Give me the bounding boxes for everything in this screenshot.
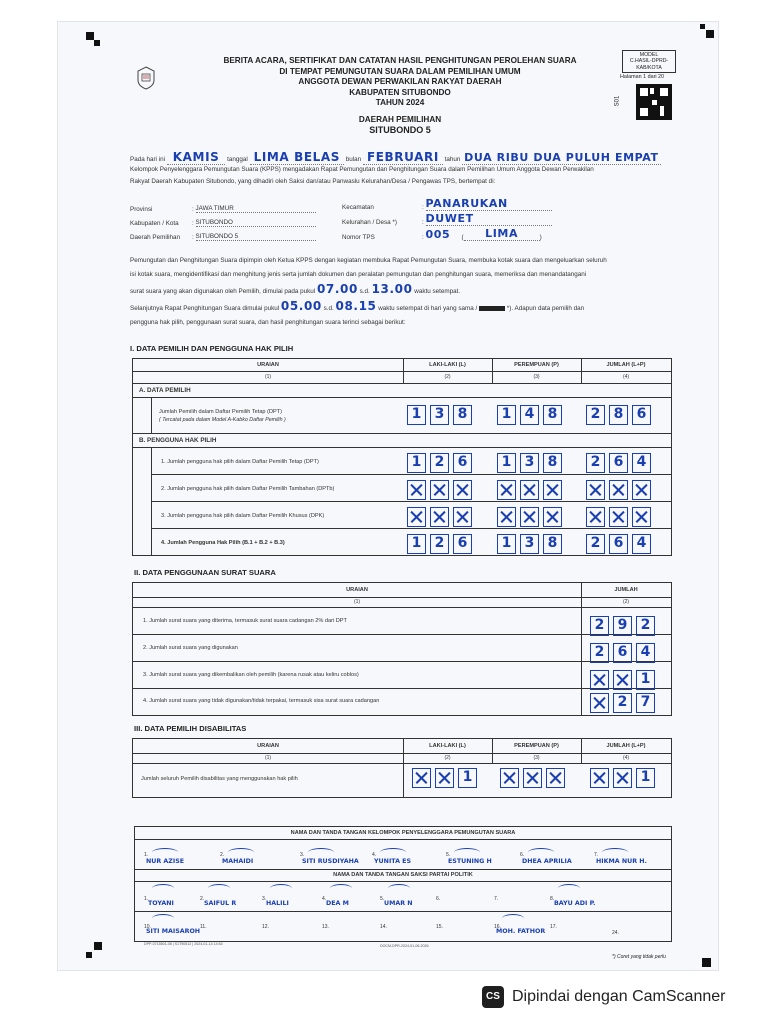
signature-scribble	[454, 848, 480, 857]
dpt-jumlah-digit-box: 8	[609, 405, 628, 425]
section-1-title: I. DATA PEMILIH DAN PENGGUNA HAK PILIH	[130, 344, 294, 353]
ss3-digit-box	[590, 670, 609, 690]
dis-jumlah-digit-box: 1	[636, 768, 655, 788]
saksi-number: 7.	[494, 896, 499, 902]
kpps-number: 1.	[144, 852, 149, 858]
kpps-title: NAMA DAN TANDA TANGAN KELOMPOK PENYELENGGARA PEMUNGUTAN SUARA	[290, 830, 516, 836]
saksi-number: 5.	[380, 896, 385, 902]
field-jam-selesai: 13.00	[371, 282, 413, 296]
dis-perempuan-digit-box	[523, 768, 542, 788]
saksi-number: 16.	[494, 924, 501, 930]
kpps-number: 7.	[594, 852, 599, 858]
model-badge	[622, 50, 676, 73]
saksi-title: NAMA DAN TANDA TANGAN SAKSI PARTAI POLITIK	[333, 872, 473, 878]
label-provinsi: Provinsi	[130, 206, 153, 213]
camscanner-watermark	[482, 986, 725, 1008]
col-number: (1)	[264, 755, 272, 761]
col-header-perempuan: PEREMPUAN (P)	[514, 362, 559, 368]
signature-scribble	[528, 848, 554, 857]
qr-code-icon	[636, 84, 672, 120]
b4-perempuan-digit-box: 3	[520, 534, 539, 554]
signature-scribble	[558, 884, 580, 893]
saksi-number: 14.	[380, 924, 387, 930]
b4-perempuan-digit-box: 1	[497, 534, 516, 554]
col-number: (2)	[444, 755, 451, 761]
camscanner-text: Dipindai dengan CamScanner	[512, 988, 726, 1005]
paragraph-line: Pemungutan dan Penghitungan Suara dipimpin oleh Ketua KPPS dengan kegiatan membuka Rapat Pemungutan Suara, membuka kotak suara dan mengeluarkan seluruh	[130, 257, 607, 264]
b4-laki-digit-box: 6	[453, 534, 472, 554]
paragraph-text: waktu setempat di hari yang sama /	[378, 305, 480, 312]
b2-laki-digit-box	[430, 480, 449, 500]
row-ss3-label: 3. Jumlah surat suara yang dikembalikan oleh pemilih (karena rusak atau keliru coblos)	[143, 672, 359, 678]
signature-scribble	[152, 848, 178, 857]
ss3-digit-box	[613, 670, 632, 690]
value-kecamatan: PANARUKAN	[426, 197, 552, 211]
registration-mark	[94, 942, 102, 950]
field-hitung-mulai: 05.00	[280, 299, 322, 313]
ss3-digit-box: 1	[636, 670, 655, 690]
paragraph-text: surat suara yang akan digunakan oleh Pemilih, dimulai pada pukul	[130, 288, 316, 295]
header-line: KABUPATEN SITUBONDO	[349, 87, 451, 97]
dis-perempuan-digit-box	[500, 768, 519, 788]
kpps-number: 5.	[446, 852, 451, 858]
b1-laki-digit-box: 2	[430, 453, 449, 473]
b4-perempuan-digit-box: 8	[543, 534, 562, 554]
col-number: (1)	[353, 599, 361, 605]
b1-laki-digit-box: 1	[407, 453, 426, 473]
saksi-name: MOH. FATHOR	[496, 928, 546, 935]
label-tps: Nomor TPS	[342, 234, 375, 241]
label-kecamatan: Kecamatan	[342, 204, 374, 211]
registration-mark	[94, 40, 100, 46]
dpt-perempuan-digit-box: 8	[543, 405, 562, 425]
registration-mark	[702, 958, 711, 967]
intro-line-3: Rakyat Daerah Kabupaten Situbondo, yang dihadiri oleh Saksi dan/atau Panwaslu Kelurahan/Desa / Pengawas TPS, bertempat di:	[130, 178, 496, 185]
field-jam-mulai: 07.00	[316, 282, 358, 296]
b2-laki-digit-box	[407, 480, 426, 500]
label-dapil: Daerah Pemilihan	[130, 234, 181, 241]
value-kelurahan: DUWET	[426, 212, 552, 226]
b1-laki-digit-box: 6	[453, 453, 472, 473]
b3-jumlah-digit-box	[609, 507, 628, 527]
saksi-number: 11.	[200, 924, 207, 930]
field-bulan: FEBRUARI	[363, 150, 443, 165]
ss1-digit-box: 2	[590, 616, 609, 636]
row-ss2-label: 2. Jumlah surat suara yang digunakan	[143, 645, 238, 651]
b1-jumlah-digit-box: 4	[632, 453, 651, 473]
section-2-title: II. DATA PENGGUNAAN SURAT SUARA	[134, 568, 276, 577]
dpt-jumlah-digit-box: 2	[586, 405, 605, 425]
dis-jumlah-digit-box	[613, 768, 632, 788]
ss4-digit-box: 7	[636, 693, 655, 713]
row-ss4-label: 4. Jumlah surat suara yang tidak digunakan/tidak terpakai, termasuk sisa surat suara cadangan	[143, 698, 380, 704]
label-kabupaten: Kabupaten / Kota	[130, 220, 179, 227]
saksi-number: 17.	[550, 924, 557, 930]
value-tps-words: LIMA	[464, 227, 540, 241]
b2-perempuan-digit-box	[543, 480, 562, 500]
page-counter: Halaman 1 dari 20	[620, 74, 665, 80]
b1-jumlah-digit-box: 6	[609, 453, 628, 473]
row-dpt-label: Jumlah Pemilih dalam Daftar Pemilih Tetap (DPT)	[159, 409, 283, 415]
row-b1-label: 1. Jumlah pengguna hak pilih dalam Daftar Pemilih Tetap (DPT)	[161, 459, 319, 465]
dapil-name: SITUBONDO 5	[369, 125, 431, 135]
model-line: C.HASIL-DPRD-	[629, 58, 669, 65]
label-kelurahan: Kelurahan / Desa *)	[342, 219, 397, 226]
col-number: (3)	[533, 755, 540, 761]
col-header-laki: LAKI-LAKI (L)	[429, 743, 466, 749]
signature-scribble	[208, 884, 230, 893]
signature-scribble	[502, 914, 524, 923]
header-line: TAHUN 2024	[375, 98, 425, 107]
signature-scribble	[228, 848, 254, 857]
signature-scribble	[270, 884, 292, 893]
paragraph-text: waktu setempat.	[414, 288, 461, 295]
text-pada-hari-ini: Pada hari ini	[130, 156, 166, 163]
b1-perempuan-digit-box: 3	[520, 453, 539, 473]
section-3-title: III. DATA PEMILIH DISABILITAS	[134, 724, 247, 733]
model-line: MODEL	[639, 52, 659, 58]
registration-mark	[706, 30, 714, 38]
col-header-uraian: URAIAN	[257, 743, 279, 749]
field-hari: KAMIS	[167, 150, 226, 165]
kpps-name: DHEA APRILIA	[522, 858, 572, 865]
row-dpt-note: ( Tercatat pada dalam Model A-Kabko Daftar Pemilih )	[159, 417, 286, 423]
col-number: (2)	[444, 374, 451, 380]
saksi-name: DEA M	[326, 900, 349, 907]
saksi-name: HALILI	[266, 900, 289, 907]
col-header-jumlah: JUMLAH	[614, 587, 638, 593]
saksi-number: 2.	[200, 896, 205, 902]
paragraph-text: *). Adapun data pemilih dan	[506, 305, 585, 312]
row-b4-label: 4. Jumlah Pengguna Hak Pilih (B.1 + B.2 + B.3)	[161, 540, 285, 546]
kpps-number: 3.	[300, 852, 305, 858]
text-tahun: tahun	[444, 156, 461, 163]
b1-perempuan-digit-box: 8	[543, 453, 562, 473]
kpps-name: YUNITA ES	[374, 858, 411, 865]
signature-scribble	[602, 848, 628, 857]
intro-line-1	[130, 150, 661, 164]
document-header	[190, 56, 610, 136]
kpps-name: NUR AZISE	[146, 858, 185, 865]
row-b3-label: 3. Jumlah pengguna hak pilih dalam Daftar Pemilih Khusus (DPK)	[161, 513, 325, 519]
kpps-number: 4.	[372, 852, 377, 858]
saksi-number: 15.	[436, 924, 443, 930]
saksi-number: 8.	[550, 896, 555, 902]
subsection-a-title: A. DATA PEMILIH	[139, 387, 191, 394]
value-tps: 005	[425, 228, 451, 241]
kpps-name: MAHAIDI	[222, 858, 254, 865]
b2-jumlah-digit-box	[609, 480, 628, 500]
saksi-number: 1.	[144, 896, 149, 902]
model-line: KAB/KOTA	[636, 64, 662, 71]
b3-perempuan-digit-box	[497, 507, 516, 527]
b1-jumlah-digit-box: 2	[586, 453, 605, 473]
registration-mark	[700, 24, 705, 29]
col-number: (1)	[264, 374, 272, 380]
b3-laki-digit-box	[430, 507, 449, 527]
intro-line-2: Kelompok Penyelenggara Pemungutan Suara (KPPS) mengadakan Rapat Pemungutan dan Penghitungan Suara dalam Pemilihan Umum Anggota Dewan Perwakilan	[130, 166, 594, 173]
saksi-name: SAIFUL R	[204, 900, 237, 907]
dpt-laki-digit-box: 3	[430, 405, 449, 425]
dpt-laki-digit-box: 1	[407, 405, 426, 425]
location-left: Provinsi : JAWA TIMUR Kabupaten / Kota : SITUBONDO Daerah Pemilihan : SITUBONDO 5	[130, 199, 330, 241]
col-header-jumlah: JUMLAH (L+P)	[606, 743, 646, 749]
doc-code-mid: DOCM-DPR-2024-01-06-2026	[380, 944, 429, 948]
col-header-laki: LAKI-LAKI (L)	[429, 362, 466, 368]
ss4-digit-box	[590, 693, 609, 713]
text-sd: s.d.	[359, 288, 370, 295]
field-tahun: DUA RIBU DUA PULUH EMPAT	[464, 151, 659, 164]
dapil-label: DAERAH PEMILIHAN	[358, 114, 442, 124]
saksi-number: 10.	[144, 924, 151, 930]
ss2-digit-box: 6	[613, 643, 632, 663]
value-kabupaten: SITUBONDO	[196, 219, 316, 227]
registration-mark	[86, 32, 94, 40]
b2-laki-digit-box	[453, 480, 472, 500]
footnote: *) Coret yang tidak perlu	[612, 954, 666, 960]
header-line: BERITA ACARA, SERTIFIKAT DAN CATATAN HASIL PENGHITUNGAN PEROLEHAN SUARA	[223, 56, 577, 65]
b2-perempuan-digit-box	[497, 480, 516, 500]
kpps-name: SITI RUSDIYAHA	[302, 858, 359, 865]
col-number: (4)	[622, 374, 630, 380]
signature-scribble	[388, 884, 410, 893]
saksi-number: 13.	[322, 924, 329, 930]
kpps-name: HIKMA NUR H.	[596, 858, 647, 865]
body-paragraph	[130, 254, 686, 330]
saksi-name: UMAR N	[384, 900, 413, 907]
dis-perempuan-digit-box	[546, 768, 565, 788]
dpt-jumlah-digit-box: 6	[632, 405, 651, 425]
saksi-number: 3.	[262, 896, 267, 902]
signature-scribble	[152, 884, 174, 893]
signature-scribble	[380, 848, 406, 857]
paragraph-line: pengguna hak pilih, penggunaan surat suara, dan hasil penghitungan suara terinci sebagai berikut:	[130, 319, 406, 326]
value-provinsi: JAWA TIMUR	[196, 205, 316, 213]
col-header-jumlah: JUMLAH (L+P)	[606, 362, 646, 368]
ss1-digit-box: 9	[613, 616, 632, 636]
col-number: (4)	[622, 755, 630, 761]
b3-laki-digit-box	[407, 507, 426, 527]
location-right: Kecamatan : PANARUKAN Kelurahan / Desa *) : DUWET Nomor TPS : 005 ( LIMA )	[342, 196, 572, 241]
col-header-perempuan: PEREMPUAN (P)	[514, 743, 559, 749]
saksi-name: TOYANI	[148, 900, 174, 907]
kpps-number: 6.	[520, 852, 525, 858]
b2-jumlah-digit-box	[586, 480, 605, 500]
col-header-uraian: URAIAN	[346, 587, 368, 593]
b1-perempuan-digit-box: 1	[497, 453, 516, 473]
saksi-number: 4.	[322, 896, 327, 902]
b3-perempuan-digit-box	[520, 507, 539, 527]
doc-code-left: DPP-0715501-08 | S1T90512 | 2024-01-14 14:54	[144, 942, 223, 946]
serial-number: S01	[614, 95, 621, 107]
col-header-uraian: URAIAN	[257, 362, 279, 368]
value-dapil: SITUBONDO 5	[196, 233, 316, 241]
ss2-digit-box: 4	[636, 643, 655, 663]
ss4-digit-box: 2	[613, 693, 632, 713]
ss2-digit-box: 2	[590, 643, 609, 663]
col-number: (2)	[622, 599, 630, 605]
b4-jumlah-digit-box: 6	[609, 534, 628, 554]
b4-jumlah-digit-box: 2	[586, 534, 605, 554]
strikeout-mark	[479, 306, 505, 311]
paragraph-line: isi kotak suara, mengidentifikasi dan menghitung jenis serta jumlah dokumen dan peralatan pemungutan dan penghitungan suara, memeriksa dan menandatangani	[130, 271, 587, 278]
registration-mark	[86, 952, 92, 958]
dpt-laki-digit-box: 8	[453, 405, 472, 425]
saksi-name: SITI MAISAROH	[146, 928, 201, 935]
dpt-perempuan-digit-box: 4	[520, 405, 539, 425]
text-tanggal: tanggal	[227, 156, 248, 163]
kpps-number: 2.	[220, 852, 225, 858]
signature-scribble	[152, 914, 174, 923]
dis-laki-digit-box: 1	[458, 768, 477, 788]
field-tanggal: LIMA BELAS	[250, 150, 344, 165]
subsection-b-title: B. PENGGUNA HAK PILIH	[139, 437, 217, 444]
b4-laki-digit-box: 2	[430, 534, 449, 554]
signature-scribble	[330, 884, 352, 893]
dis-laki-digit-box	[435, 768, 454, 788]
ss1-digit-box: 2	[636, 616, 655, 636]
header-line: DI TEMPAT PEMUNGUTAN SUARA DALAM PEMILIHAN UMUM	[279, 66, 521, 76]
text-sd: s.d.	[323, 305, 334, 312]
saksi-number: 6.	[436, 896, 441, 902]
b4-jumlah-digit-box: 4	[632, 534, 651, 554]
kpu-logo-icon	[136, 66, 156, 90]
row-b2-label: 2. Jumlah pengguna hak pilih dalam Daftar Pemilih Tambahan (DPTb)	[161, 486, 335, 492]
dpt-perempuan-digit-box: 1	[497, 405, 516, 425]
saksi-name: BAYU ADI P.	[554, 900, 596, 907]
field-hitung-selesai: 08.15	[335, 299, 377, 313]
saksi-number: 12.	[262, 924, 269, 930]
text-bulan: bulan	[345, 156, 362, 163]
b3-perempuan-digit-box	[543, 507, 562, 527]
dis-jumlah-digit-box	[590, 768, 609, 788]
paragraph-text: Selanjutnya Rapat Penghitungan Suara dimulai pukul	[130, 305, 280, 312]
b3-jumlah-digit-box	[632, 507, 651, 527]
b3-laki-digit-box	[453, 507, 472, 527]
row-ss1-label: 1. Jumlah surat suara yang diterima, termasuk surat suara cadangan 2% dari DPT	[143, 618, 347, 624]
saksi-number: 24.	[612, 930, 619, 936]
row-disabilitas-label: Jumlah seluruh Pemilih disabilitas yang menggunakan hak pilih	[141, 776, 298, 782]
b4-laki-digit-box: 1	[407, 534, 426, 554]
col-number: (3)	[533, 374, 540, 380]
signature-scribble	[308, 848, 334, 857]
kpps-name: ESTUNING H	[448, 858, 492, 865]
b2-jumlah-digit-box	[632, 480, 651, 500]
camscanner-logo-icon: CS	[482, 986, 504, 1008]
b3-jumlah-digit-box	[586, 507, 605, 527]
header-line: ANGGOTA DEWAN PERWAKILAN RAKYAT DAERAH	[298, 77, 502, 86]
dis-laki-digit-box	[412, 768, 431, 788]
b2-perempuan-digit-box	[520, 480, 539, 500]
